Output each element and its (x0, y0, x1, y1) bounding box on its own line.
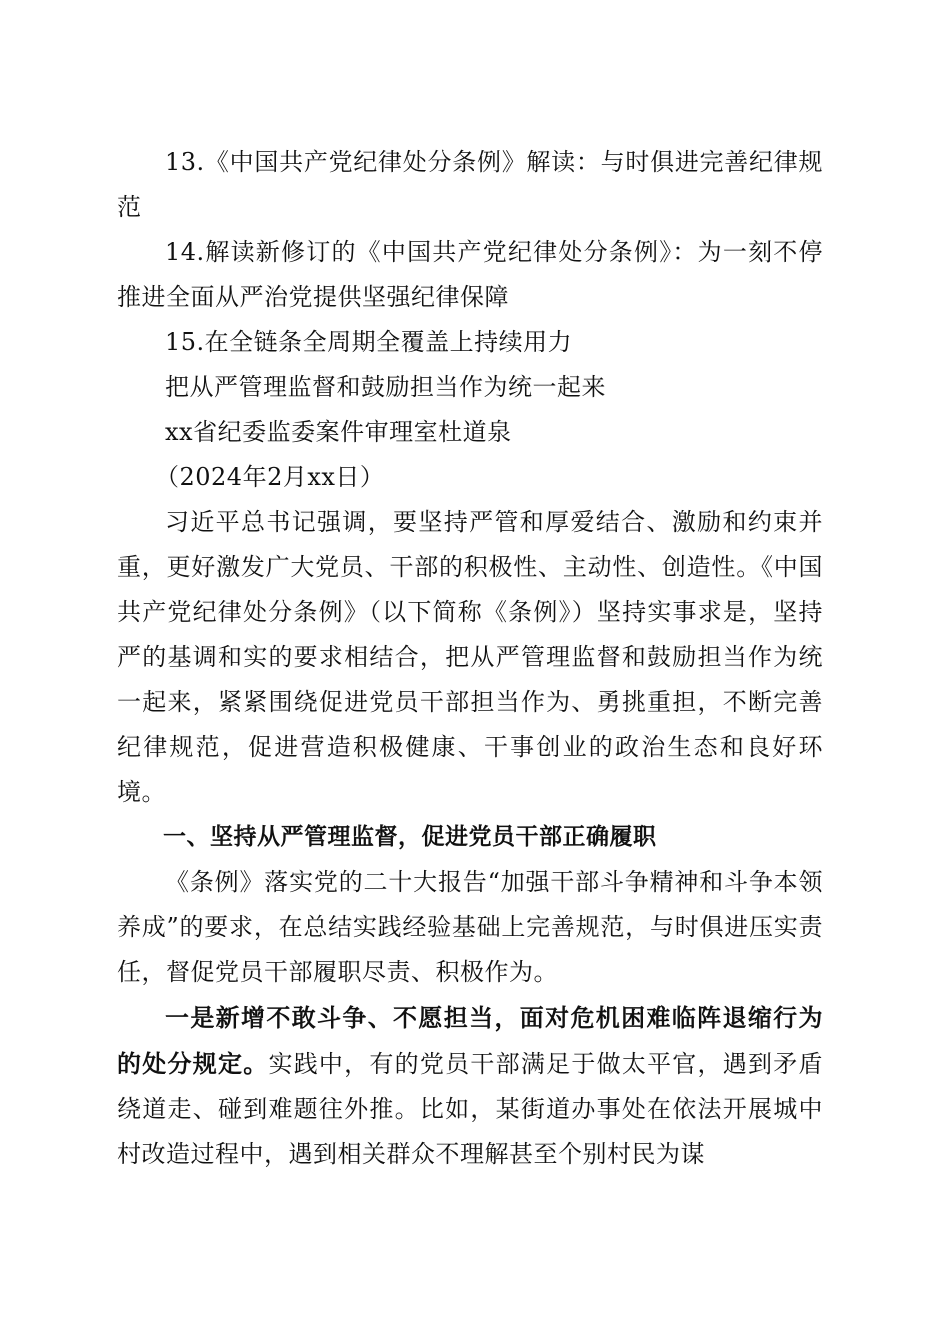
section-1-paragraph: 《条例》落实党的二十大报告“加强干部斗争精神和斗争本领养成”的要求，在总结实践经验基础上完善规范，与时俱进压实责任，督促党员干部履职尽责、积极作为。 (117, 868, 823, 986)
point-1-text: 实践中，有的党员干部满足于做太平官，遇到矛盾绕道走、碰到难题往外推。比如，某街道办事处在依法开展城中村改造过程中，遇到相关群众不理解甚至个别村民为谋 (117, 1050, 824, 1168)
point-1-paragraph (117, 995, 823, 1177)
list-item-14: 14.解读新修订的《中国共产党纪律处分条例》：为一刻不停推进全面从严治党提供坚强纪律保障 (117, 238, 823, 311)
section-heading-1: 一、坚持从严管理监督，促进党员干部正确履职 (163, 824, 657, 850)
list-item-15: 15.在全链条全周期全覆盖上持续用力 (165, 328, 573, 356)
article-date: （2024年2月xx日） (155, 463, 385, 491)
article-author: xx省纪委监委案件审理室杜道泉 (165, 418, 512, 446)
point-1-lead: 一是新增不敢斗争、不愿担当，面对危机困难临阵退缩行为的处分规定。 (117, 1003, 823, 1078)
list-item-13: 13.《中国共产党纪律处分条例》解读：与时俱进完善纪律规范 (117, 148, 823, 221)
article-title: 把从严管理监督和鼓励担当作为统一起来 (165, 373, 606, 401)
intro-paragraph: 习近平总书记强调，要坚持严管和厚爱结合、激励和约束并重，更好激发广大党员、干部的积极性、主动性、创造性。《中国共产党纪律处分条例》（以下简称《条例》）坚持实事求是，坚持严的基调和实的要求相结合，把从严管理监督和鼓励担当作为统一起来，紧紧围绕促进党员干部担当作为、勇挑重担，不断完善纪律规范，促进营造积极健康、干事创业的政治生态和良好环境。 (117, 508, 823, 806)
document-body (117, 140, 823, 1177)
